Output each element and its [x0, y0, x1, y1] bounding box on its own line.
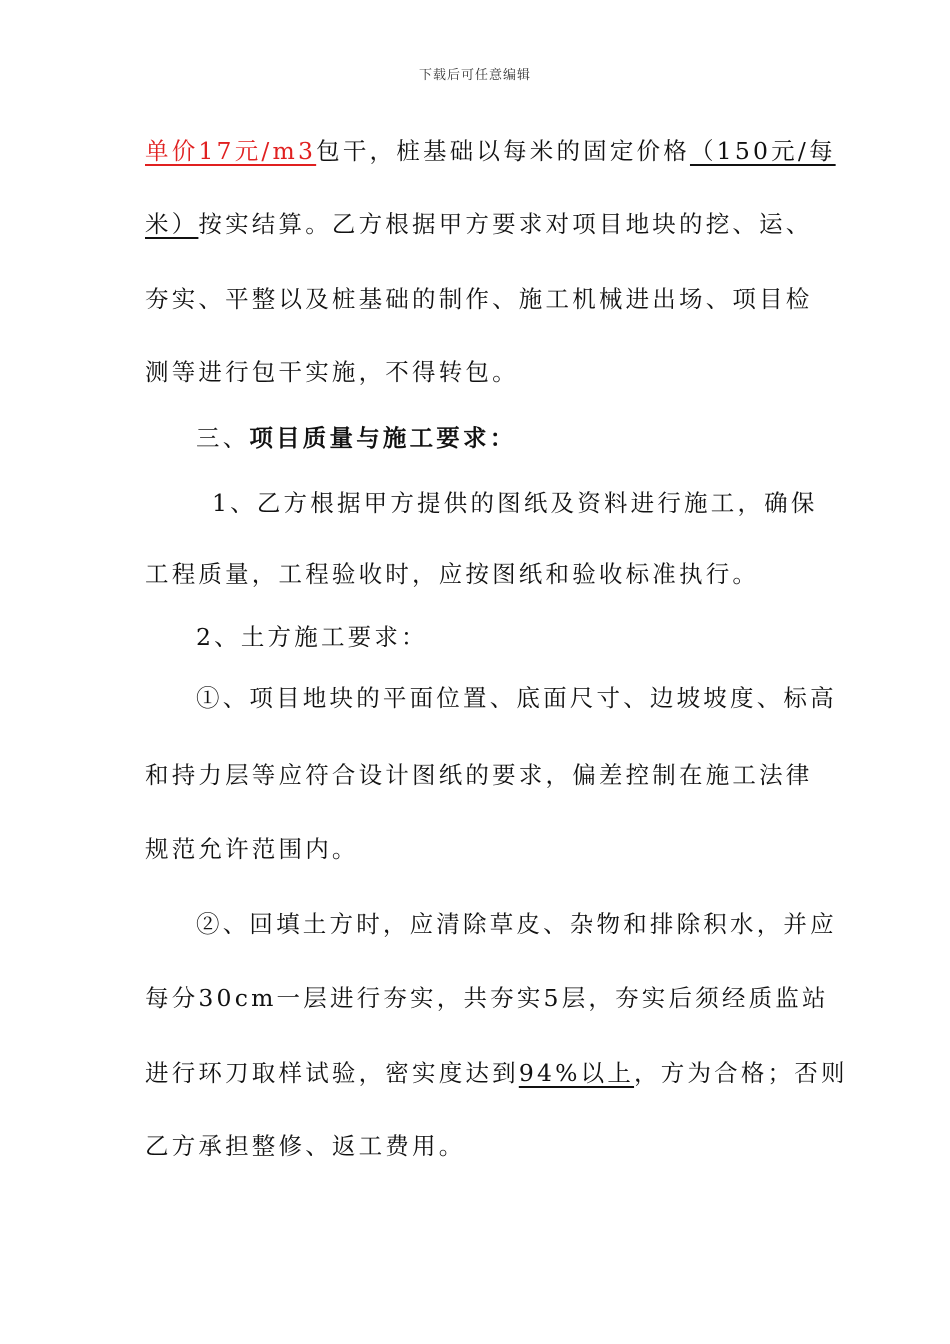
- pile-price-text: （150元/每: [689, 137, 836, 165]
- paragraph-line-2: [145, 209, 813, 239]
- paragraph-line-7: 工程质量，工程验收时，应按图纸和验收标准执行。: [145, 560, 760, 588]
- section-heading: [196, 423, 516, 453]
- paragraph-line-12: ②、回填土方时，应清除草皮、杂物和排除积水，并应: [196, 910, 837, 938]
- paragraph-line-1: [145, 136, 836, 166]
- section-number: 三、: [196, 424, 250, 452]
- paragraph-line-15: 乙方承担整修、返工费用。: [145, 1132, 466, 1160]
- paragraph-line-6: 1、乙方根据甲方提供的图纸及资料进行施工，确保: [212, 489, 818, 517]
- paragraph-line-3: 夯实、平整以及桩基础的制作、施工机械进出场、项目检: [145, 285, 813, 313]
- line-2-rest: 按实结算。乙方根据甲方要求对项目地块的挖、运、: [198, 210, 813, 238]
- paragraph-line-8: 2、土方施工要求：: [196, 623, 428, 651]
- paragraph-line-13: 每分30cm一层进行夯实，共夯实5层，夯实后须经质监站: [145, 984, 829, 1012]
- paragraph-line-9: ①、项目地块的平面位置、底面尺寸、边坡坡度、标高: [196, 684, 837, 712]
- line-14-after: ，方为合格；否则: [634, 1059, 848, 1087]
- line-1-middle: 包干，桩基础以每米的固定价格: [316, 137, 690, 165]
- paragraph-line-10: 和持力层等应符合设计图纸的要求，偏差控制在施工法律: [145, 761, 813, 789]
- unit-price-text: 单价17元/m3: [145, 137, 317, 165]
- page-header: 下载后可任意编辑: [418, 68, 531, 83]
- compaction-threshold: 94%以上: [518, 1059, 635, 1087]
- paragraph-line-4: 测等进行包干实施，不得转包。: [145, 358, 519, 386]
- pile-price-text-cont: 米）: [145, 210, 199, 238]
- paragraph-line-14: [145, 1058, 848, 1088]
- line-14-before: 进行环刀取样试验，密实度达到: [145, 1059, 519, 1087]
- section-title: 项目质量与施工要求：: [249, 424, 517, 452]
- paragraph-line-11: 规范允许范围内。: [145, 835, 359, 863]
